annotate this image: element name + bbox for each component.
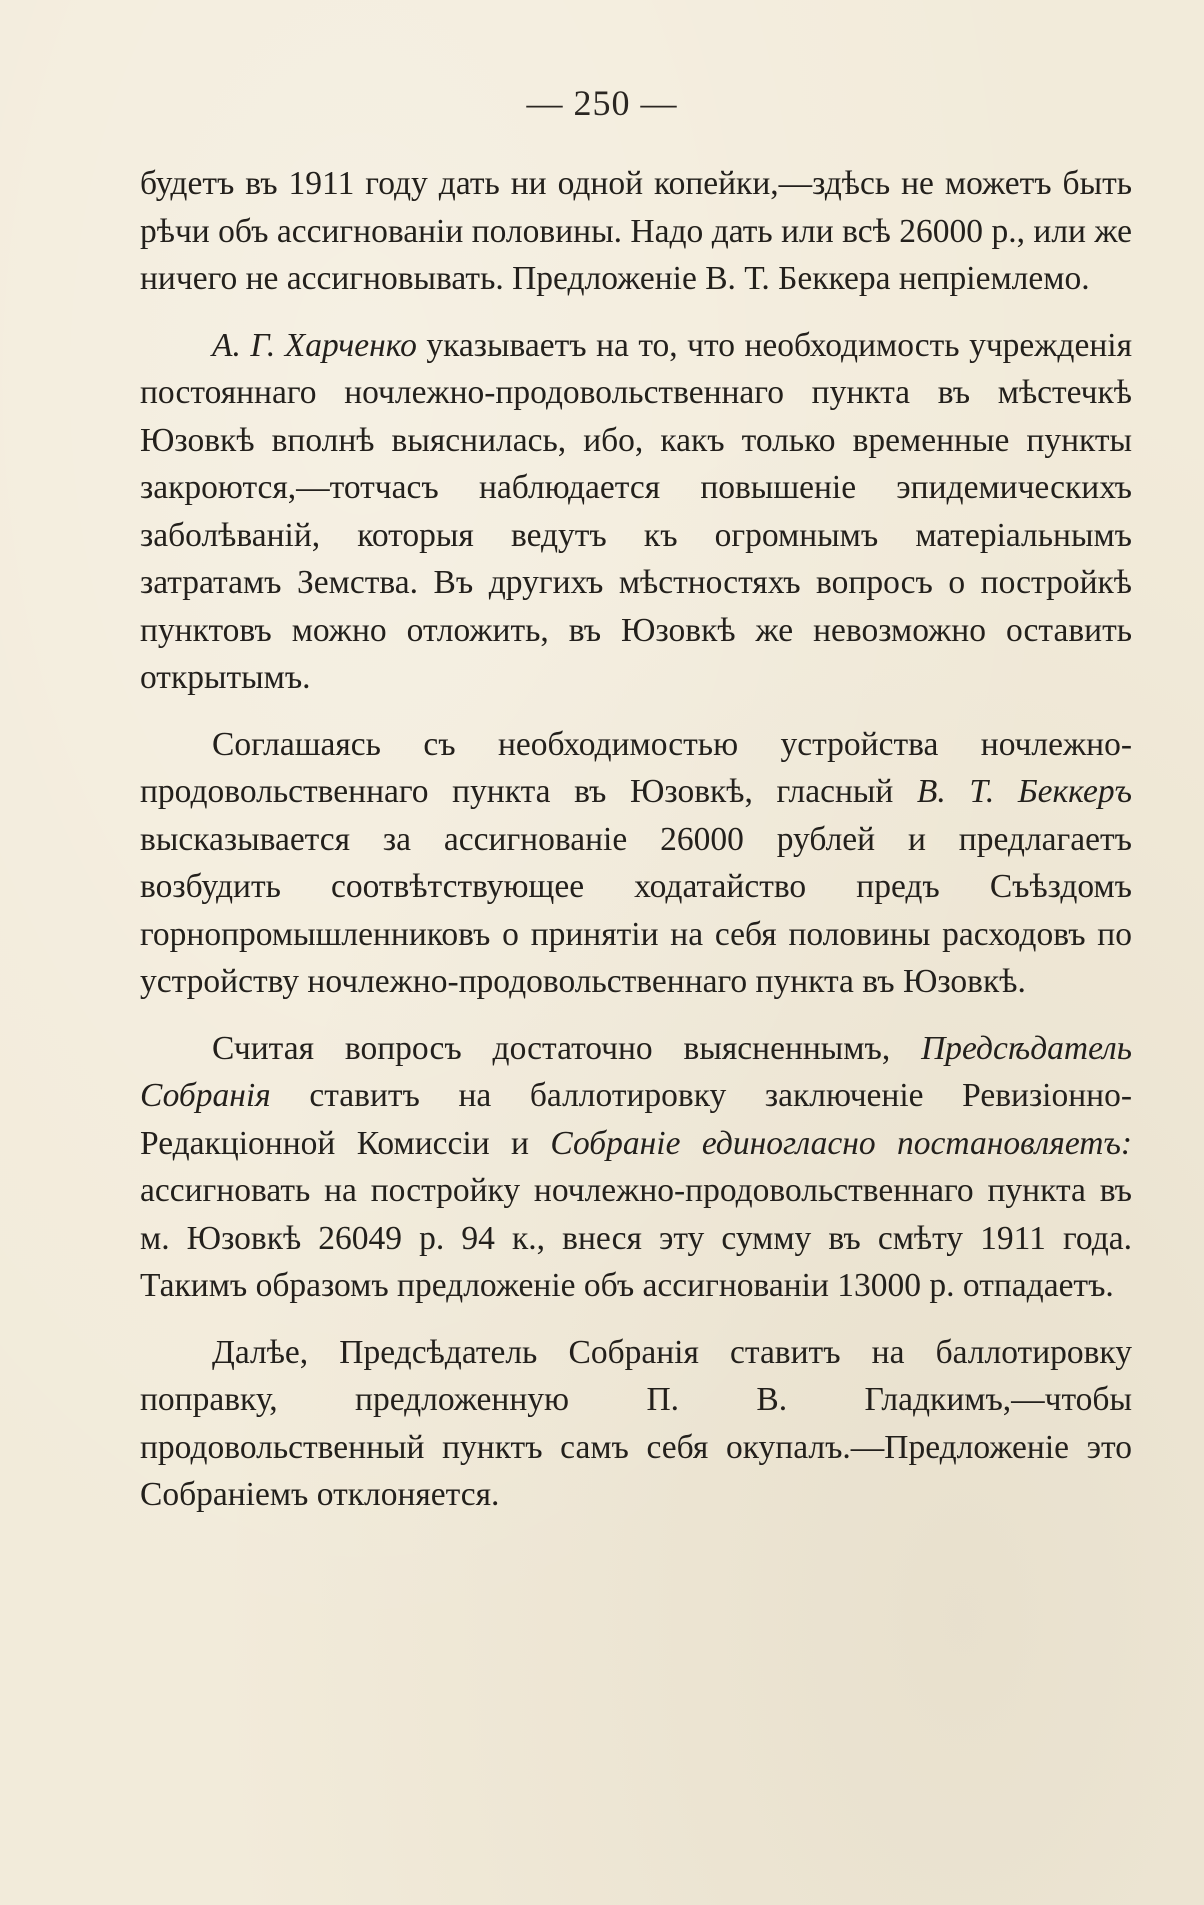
speaker-name-bekker: В. Т. Беккеръ bbox=[916, 773, 1132, 810]
paragraph-5: Далѣе, Предсѣдатель Собранія ставитъ на баллотировку поправку, предложенную П. В. Гладкимъ,—чтобы продовольственный пунктъ самъ себя окупалъ.—Предложеніе это Собраніемъ отклоняется. bbox=[140, 1333, 1132, 1513]
chairman-title: Предсѣдатель Собранія bbox=[140, 1029, 1132, 1114]
paragraph-3 bbox=[140, 721, 1132, 1006]
paragraph-4-text-b: ставитъ на баллотировку заключеніе Ревизіонно-Редакціонной Комиссіи и bbox=[140, 1077, 1132, 1162]
speaker-name-kharchenko: А. Г. Харченко bbox=[212, 326, 417, 364]
body-text bbox=[140, 160, 1132, 1519]
paragraph-3-text-b: высказывается за ассигнованіе 26000 рублей и предлагаетъ возбудить соотвѣтствующее ходатайство предъ Съѣздомъ горнопромышленниковъ о принятіи на себя половины расходовъ по устройству ночлежно-продовольственнаго пункта въ Юзовкѣ. bbox=[140, 820, 1132, 1000]
page-number: — 250 — bbox=[526, 83, 678, 123]
paragraph-1: будетъ въ 1911 году дать ни одной копейки,—здѣсь не можетъ быть рѣчи объ ассигнованіи половины. Надо дать или всѣ 26000 р., или же ничего не ассигновывать. Предложеніе В. Т. Беккера непріемлемо. bbox=[140, 165, 1132, 297]
paragraph-4-text-c: ассигновать на постройку ночлежно-продовольственнаго пункта въ м. Юзовкѣ 26049 р. 94 к., внеся эту сумму въ смѣту 1911 года. Такимъ образомъ предложеніе объ ассигнованіи 13000 р. отпадаетъ. bbox=[140, 1172, 1132, 1304]
paragraph-2 bbox=[140, 322, 1132, 702]
assembly-decision: Собраніе единогласно постановляетъ: bbox=[550, 1124, 1133, 1162]
paragraph-4 bbox=[140, 1025, 1132, 1310]
paragraph-2-text: указываетъ на то, что необходимость учрежденія постояннаго ночлежно-продовольственнаго пункта въ мѣстечкѣ Юзовкѣ вполнѣ выяснилась, ибо, какъ только временные пункты закроются,—тотчасъ наблюдается повышеніе эпидемическихъ заболѣваній, которыя ведутъ къ огромнымъ матеріальнымъ затратамъ Земства. Въ другихъ мѣстностяхъ вопросъ о постройкѣ пунктовъ можно отложить, въ Юзовкѣ же невозможно оставить открытымъ. bbox=[140, 326, 1132, 696]
paragraph-3-text-a: Соглашаясь съ необходимостью устройства ночлежно-продовольственнаго пункта въ Юзовкѣ, гласный bbox=[140, 725, 1132, 810]
paragraph-4-text-a: Считая вопросъ достаточно выясненнымъ, bbox=[212, 1029, 922, 1067]
